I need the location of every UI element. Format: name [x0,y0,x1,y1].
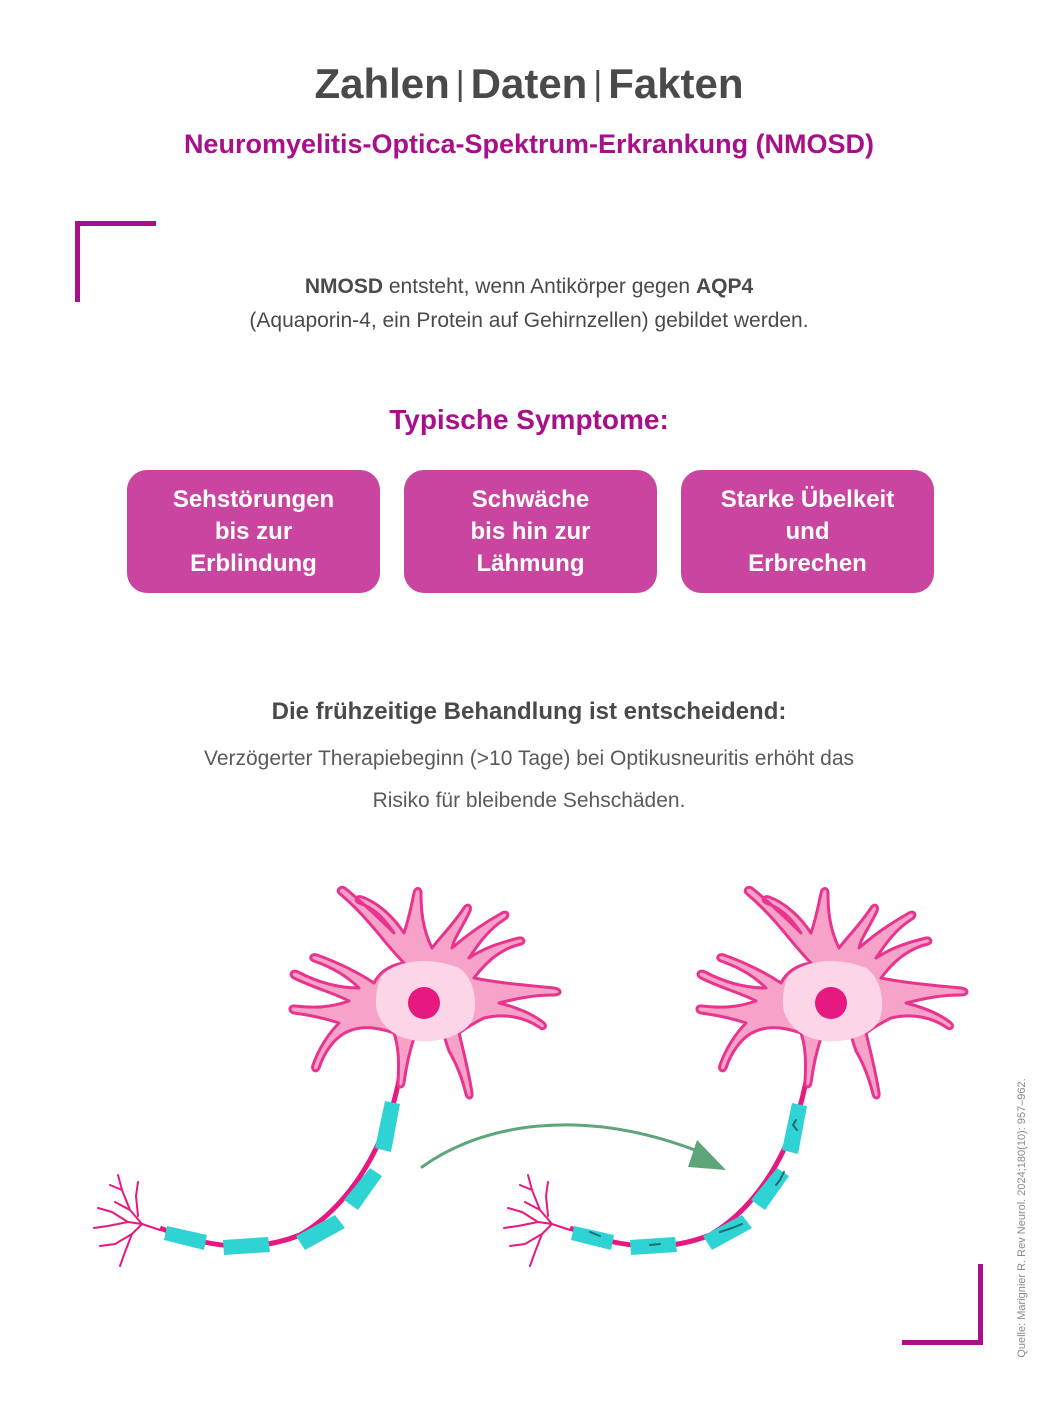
page-title [0,56,1058,115]
symptom-box-weakness [404,470,657,593]
symptom-box-vision [127,470,380,593]
treatment-text [0,738,1058,822]
neuron-illustration [0,860,1000,1280]
treatment-heading: Die frühzeitige Behandlung ist entscheidend: [271,698,787,725]
intro-text [0,270,1058,338]
symptom-label: Starke Übelkeit und Erbrechen [720,485,895,577]
title-separator: | [593,65,603,103]
symptoms-heading: Typische Symptome: [389,404,669,435]
title-part-fakten: Fakten [608,60,744,107]
treatment-line-1: Verzögerter Therapiebeginn (>10 Tage) bei Optikusneuritis erhöht das [203,747,855,770]
intro-line-2: (Aquaporin-4, ein Protein auf Gehirnzellen) gebildet werden. [249,309,809,332]
source-citation: Quelle: Marignier R. Rev Neurol. 2024;180(10): 957–962. [1016,1078,1028,1358]
progression-arrow-icon [422,1125,726,1170]
page-subtitle: Neuromyelitis-Optica-Spektrum-Erkrankung (NMOSD) [183,129,875,159]
symptom-label: Sehstörungen bis zur Erblindung [172,485,335,577]
title-part-daten: Daten [470,60,588,107]
title-separator: | [455,65,465,103]
term-aqp4: AQP4 [695,275,754,298]
term-nmosd: NMOSD [304,275,384,298]
treatment-line-2: Risiko für bleibende Sehschäden. [372,789,686,812]
intro-line-1-middle: entsteht, wenn Antikörper gegen [383,275,696,298]
symptom-box-nausea [681,470,934,593]
title-part-zahlen: Zahlen [314,60,450,107]
healthy-neuron [94,887,560,1266]
damaged-neuron [504,887,967,1266]
symptom-label: Schwäche bis hin zur Lähmung [470,485,591,577]
intro-line-1 [0,270,1058,304]
